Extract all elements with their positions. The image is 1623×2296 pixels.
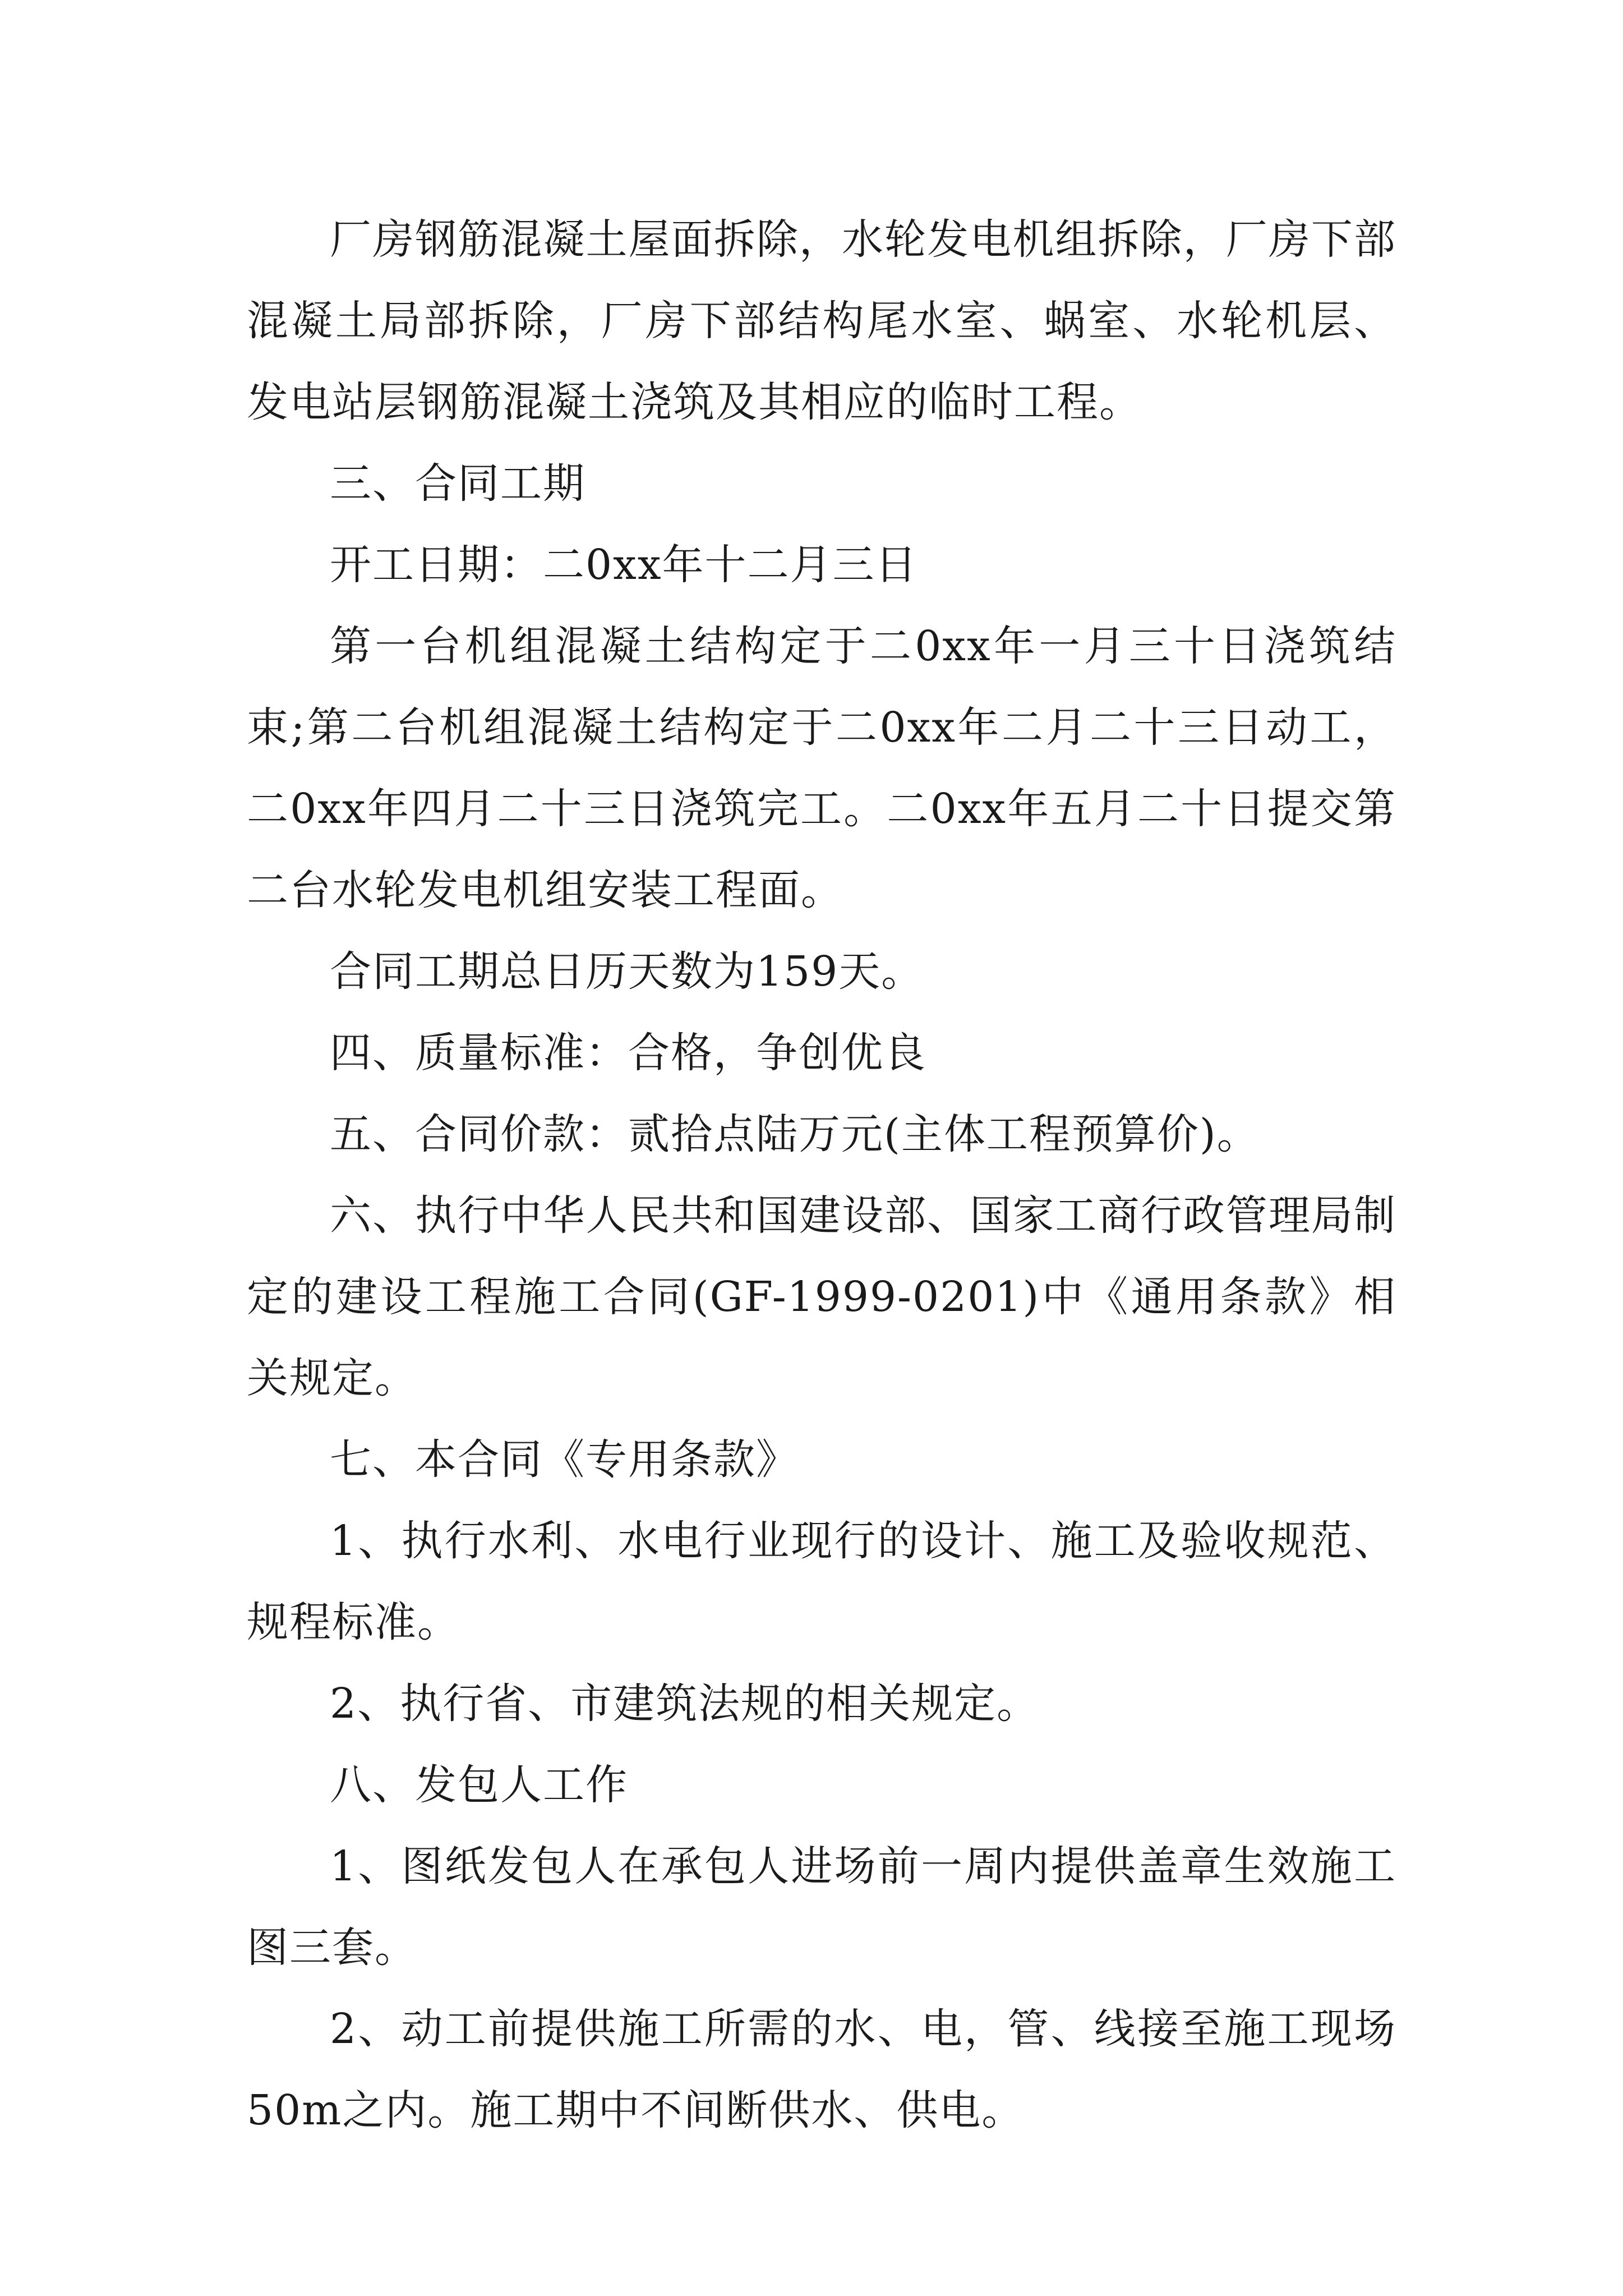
- paragraph-special-term-1: 1、执行水利、水电行业现行的设计、施工及验收规范、规程标准。: [247, 1517, 1396, 1646]
- paragraph-start-date: 开工日期：二0xx年十二月三日: [330, 541, 918, 589]
- heading-contract-period: 三、合同工期: [330, 459, 585, 508]
- paragraph-demolition-scope: 厂房钢筋混凝土屋面拆除，水轮发电机组拆除，厂房下部混凝土局部拆除，厂房下部结构尾水室、蜗室、水轮机层、发电站层钢筋混凝土浇筑及其相应的临时工程。: [247, 215, 1396, 426]
- paragraph-employer-duty-2: 2、动工前提供施工所需的水、电，管、线接至施工现场50m之内。施工期中不间断供水、供电。: [247, 2005, 1396, 2134]
- paragraph-special-term-2: 2、执行省、市建筑法规的相关规定。: [330, 1680, 1040, 1728]
- heading-contract-price: 五、合同价款：贰拾点陆万元(主体工程预算价)。: [330, 1110, 1260, 1158]
- paragraph-total-days: 合同工期总日历天数为159天。: [330, 947, 924, 996]
- heading-special-terms: 七、本合同《专用条款》: [330, 1435, 799, 1484]
- paragraph-employer-duty-1: 1、图纸发包人在承包人进场前一周内提供盖章生效施工图三套。: [247, 1842, 1396, 1972]
- heading-quality-standard: 四、质量标准：合格，争创优良: [330, 1029, 926, 1077]
- paragraph-general-terms: 六、执行中华人民共和国建设部、国家工商行政管理局制定的建设工程施工合同(GF-1999-0201)中《通用条款》相关规定。: [247, 1191, 1396, 1402]
- paragraph-schedule: 第一台机组混凝土结构定于二0xx年一月三十日浇筑结束;第二台机组混凝土结构定于二0xx年二月二十三日动工，二0xx年四月二十三日浇筑完工。二0xx年五月二十日提交第二台水轮发电机组安装工程面。: [247, 622, 1396, 914]
- heading-employer-duties: 八、发包人工作: [330, 1761, 628, 1809]
- document-body: [247, 199, 1396, 2151]
